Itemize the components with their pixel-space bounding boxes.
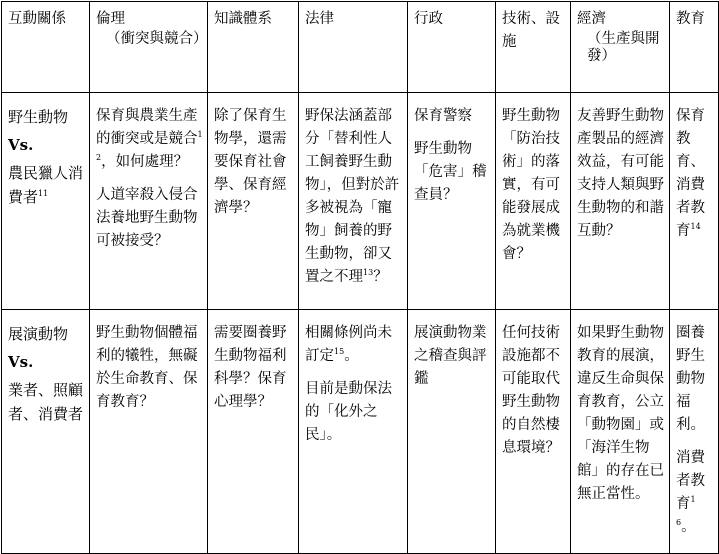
footnote-ref: 13 [363, 268, 374, 278]
header-economy-sub: （生產與開發） [587, 31, 660, 64]
footnote-ref: 15 [334, 347, 345, 357]
footnote-ref: 16 [676, 495, 696, 528]
cell-economy [571, 310, 670, 554]
header-cell-economy [571, 2, 670, 93]
row-label-wildlife [2, 93, 90, 310]
cell-technology [496, 310, 571, 554]
cell-text: 相關條例尚未訂定 [305, 325, 392, 364]
header-technology-label: 技術、設施 [502, 11, 560, 50]
cell-text: 。 [681, 519, 696, 535]
cell-paragraph: 任何技術設施都不可能取代野生動物的自然棲息環境？ [502, 325, 560, 456]
cell-text: 保育教育、消費者教育 [676, 108, 705, 239]
cell-paragraph: 野生動物個體福利的犧牲，無礙於生命教育、保育教育？ [96, 325, 198, 410]
cell-education [670, 310, 719, 554]
cell-paragraph: 友善野生動物產製品的經濟效益，有可能支持人類與野生動物的和諧互動？ [577, 108, 664, 239]
cell-administration [408, 93, 496, 310]
cell-paragraph: 目前是動保法的「化外之民」。 [305, 381, 392, 443]
cell-text: ，如何處理？ [101, 154, 189, 170]
header-knowledge-label: 知識體系 [214, 11, 272, 27]
cell-knowledge [208, 310, 299, 554]
cell-knowledge [208, 93, 299, 310]
row-label-vs: Vs. [8, 136, 34, 154]
header-relation-label: 互動關係 [8, 11, 66, 27]
row-label-top: 展演動物 [8, 325, 69, 343]
cell-paragraph: 圈養野生動物福利。 [676, 325, 705, 433]
footnote-ref: 12 [96, 130, 203, 163]
cell-ethics [90, 310, 208, 554]
cell-education [670, 93, 719, 310]
header-cell-administration [408, 2, 496, 93]
cell-paragraph: 保育警察 [414, 108, 472, 124]
cell-ethics [90, 93, 208, 310]
cell-text: 保育與農業生產的衝突或是競合 [96, 108, 198, 147]
row-label-bottom: 業者、照顧者、消費者 [8, 381, 84, 423]
footnote-ref: 11 [38, 189, 49, 198]
header-ethics-label: 倫理 [96, 11, 125, 27]
header-administration-label: 行政 [414, 11, 443, 27]
row-label-bottom: 農民獵人消費者 [8, 164, 84, 206]
cell-law [299, 93, 408, 310]
cell-text: 野保法涵蓋部分「替利性人工飼養野生動物」，但對於許多被視為「寵物」飼養的野生動物，卻又置之不理 [305, 108, 400, 285]
header-ethics-sub: （衝突與競合） [106, 31, 208, 47]
footnote-ref: 14 [690, 222, 701, 232]
header-economy-label: 經濟 [577, 11, 606, 27]
cell-paragraph [676, 105, 714, 243]
cell-paragraph: 需要圈養野生動物福利科學？保育心理學？ [214, 325, 287, 410]
cell-paragraph: 野生動物「防治技術」的落實，有可能發展成為就業機會？ [502, 108, 560, 262]
table-row [2, 310, 719, 554]
cell-administration [408, 310, 496, 554]
header-cell-relation [2, 2, 90, 93]
cell-text: ？ [373, 269, 388, 285]
cell-law [299, 310, 408, 554]
header-cell-technology [496, 2, 571, 93]
cell-economy [571, 93, 670, 310]
cell-paragraph [676, 447, 714, 539]
table-row [2, 93, 719, 310]
cell-paragraph: 野生動物「危害」稽查員？ [414, 141, 487, 203]
cell-paragraph [96, 105, 203, 174]
cell-paragraph: 如果野生動物教育的展演，違反生命與保育教育，公立「動物園」或「海洋生物館」的存在已無正當性。 [577, 325, 664, 502]
row-label-top: 野生動物 [8, 108, 69, 126]
cell-paragraph [305, 105, 403, 289]
row-label-vs: Vs. [8, 353, 34, 371]
cell-paragraph [305, 322, 403, 368]
cell-text: 。 [344, 348, 359, 364]
cell-paragraph: 展演動物業之稽查與評鑑 [414, 325, 487, 387]
cell-paragraph: 人道宰殺入侵合法養地野生動物可被接受？ [96, 187, 198, 249]
relation-table [1, 1, 719, 554]
header-education-label: 教育 [676, 11, 705, 27]
header-cell-law [299, 2, 408, 93]
header-cell-ethics [90, 2, 208, 93]
cell-paragraph: 除了保育生物學，還需要保育社會學、保育經濟學？ [214, 108, 287, 216]
cell-technology [496, 93, 571, 310]
header-cell-education [670, 2, 719, 93]
header-law-label: 法律 [305, 11, 334, 27]
cell-text: 消費者教育 [676, 450, 705, 512]
row-label-display-animals [2, 310, 90, 554]
header-row [2, 2, 719, 93]
header-cell-knowledge [208, 2, 299, 93]
